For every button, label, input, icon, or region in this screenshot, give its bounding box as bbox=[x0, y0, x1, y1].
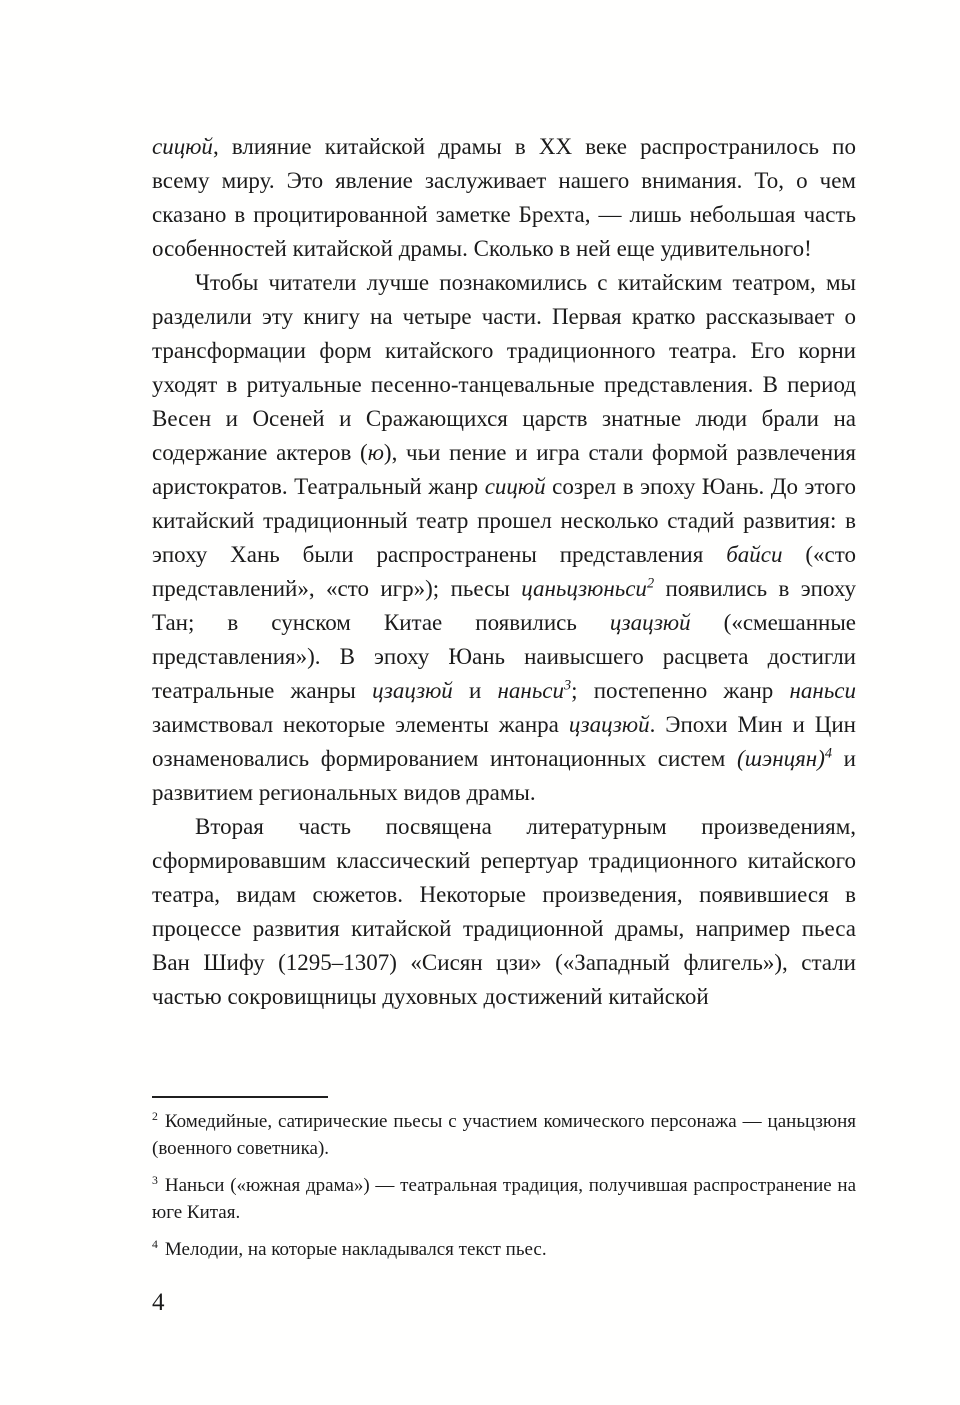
paragraph bbox=[152, 810, 856, 1014]
footnote bbox=[152, 1236, 856, 1263]
italic-term: цзацзюй bbox=[372, 678, 453, 703]
text-run: ), чьи пение и игра стали формой развлечения аристократов. Театральный жанр bbox=[152, 440, 856, 499]
footnote-marker: 3 bbox=[152, 1173, 158, 1187]
footnote bbox=[152, 1172, 856, 1226]
italic-term: сицюй bbox=[484, 474, 546, 499]
text-run: появились в эпоху Тан; в сунском Китае появились bbox=[152, 576, 856, 635]
italic-term: байси bbox=[726, 542, 783, 567]
footnote-ref: 4 bbox=[824, 745, 832, 762]
body-text bbox=[152, 130, 856, 1014]
italic-term: сицюй bbox=[152, 134, 213, 159]
italic-term: ю bbox=[367, 440, 384, 465]
footnote-text: Наньси («южная драма») — театральная традиция, получившая распространение на юге Китая. bbox=[152, 1175, 856, 1223]
text-run: ; постепенно жанр bbox=[571, 678, 790, 703]
text-run: («смешанные представления»). В эпоху Юань наивысшего расцвета достигли театральные жанры bbox=[152, 610, 856, 703]
page-number: 4 bbox=[152, 1289, 165, 1316]
text-run: Вторая часть посвящена литературным произведениям, сформировавшим классический репертуар традиционного китайского театра, видам сюжетов. Некоторые произведения, появившиеся в процессе развития китайской традиционной драмы, например пьеса Ван Шифу (1295–1307) «Сисян цзи» («Западный флигель»), стали частью сокровищницы духовных достижений китайской bbox=[152, 814, 856, 1009]
text-run: Чтобы читатели лучше познакомились с китайским театром, мы разделили эту книгу на четыре части. Первая кратко рассказывает о трансформации форм китайского традиционного театра. Его корни уходят в ритуальные песенно-танцевальные представления. В период Весен и Осеней и Сражающихся царств знатные люди брали на содержание актеров ( bbox=[152, 270, 856, 465]
italic-term: цзацзюй bbox=[609, 610, 691, 635]
text-run: и развитием региональных видов драмы. bbox=[152, 746, 856, 805]
text-run: («сто представлений», «сто игр»); пьесы bbox=[152, 542, 856, 601]
footnote bbox=[152, 1108, 856, 1162]
footnote-text: Комедийные, сатирические пьесы с участием комического персонажа — цаньцзюня (военного советника). bbox=[152, 1111, 856, 1159]
footnote-ref: 2 bbox=[646, 575, 655, 592]
italic-term: наньси bbox=[789, 678, 856, 703]
text-run: заимствовал некоторые элементы жанра bbox=[152, 712, 569, 737]
italic-term: (шэнцян) bbox=[737, 746, 825, 771]
text-run: . Эпохи Мин и Цин ознаменовались формированием интонационных систем bbox=[152, 712, 856, 771]
text-run: и bbox=[452, 678, 498, 703]
footnote-separator bbox=[152, 1096, 328, 1098]
italic-term: наньси bbox=[497, 678, 565, 703]
footnote-text: Мелодии, на которые накладывался текст пьес. bbox=[164, 1239, 547, 1260]
footnote-marker: 2 bbox=[152, 1109, 158, 1123]
text-run: , влияние китайской драмы в XX веке распространилось по всему миру. Это явление заслуживает нашего внимания. То, о чем сказано в процитированной заметке Брехта, — лишь небольшая часть особенностей китайской драмы. Сколько в ней еще удивительного! bbox=[152, 134, 856, 261]
footnotes bbox=[152, 1096, 856, 1273]
footnote-ref: 3 bbox=[564, 677, 572, 694]
text-run: созрел в эпоху Юань. До этого китайский традиционный театр прошел несколько стадий развития: в эпоху Хань были распространены представления bbox=[152, 474, 856, 567]
italic-term: цзацзюй bbox=[568, 712, 650, 737]
paragraph bbox=[152, 266, 856, 810]
italic-term: цаньцзюньси bbox=[521, 576, 647, 601]
footnote-marker: 4 bbox=[152, 1237, 158, 1251]
paragraph bbox=[152, 130, 856, 266]
